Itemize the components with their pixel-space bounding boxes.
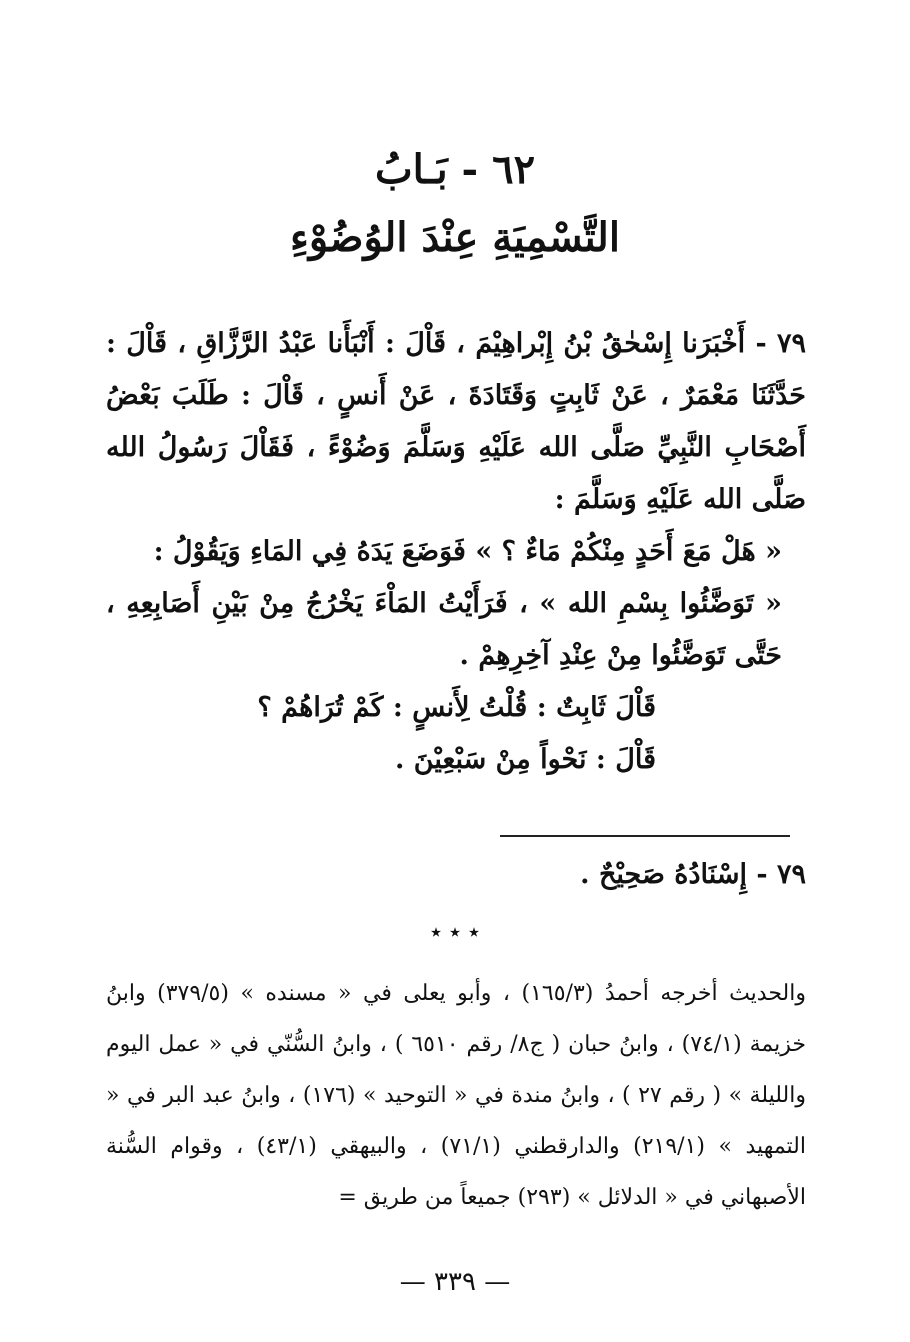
hadith-line-4: قَاْلَ : نَحْواً مِنْ سَبْعِيْنَ . xyxy=(394,744,656,775)
star-separator: ٭ ٭ ٭ xyxy=(430,920,480,945)
chapter-number-heading: ٦٢ - بَـابُ xyxy=(374,146,536,193)
takhrij-text: والحديث أخرجه أحمدُ (١٦٥/٣) ، وأبو يعلى في « مسنده » (٣٧٩/٥) وابنُ خزيمة (٧٤/١) ، وابنُ حبان ( ج٨/ رقم ٦٥١٠ ) ، وابنُ السُّنّي في « عمل اليوم والليلة » ( رقم ٢٧ ) ، وابنُ مندة في « التوحيد » (١٧٦) ، وابنُ عبد البر في « التمهيد » (٢١٩/١) والدارقطني (٧١/١) ، والبيهقي (٤٣/١) ، وقوام السُّنة الأصبهاني في « الدلائل » (٢٩٣) جميعاً من طريق = xyxy=(106,981,807,1210)
hadith-line-2: « تَوَضَّئُوا بِسْمِ الله » ، فَرَأَيْتُ المَاْءَ يَخْرُجُ مِنْ بَيْنِ أَصَابِعِهِ ، حَتَّى تَوَضَّئُوا مِنْ عِنْدِ آخِرِهِمْ . xyxy=(106,588,782,671)
hadith-line-1: « هَلْ مَعَ أَحَدٍ مِنْكُمْ مَاءٌ ؟ » فَوَضَعَ يَدَهُ فِي المَاءِ وَيَقُوْلُ : xyxy=(153,536,782,567)
hadith-text xyxy=(106,318,806,786)
page-number: — ٣٣٩ — xyxy=(399,1267,511,1297)
isnad-grading: ٧٩ - إِسْنَادُهُ صَحِيْحٌ . xyxy=(580,859,806,890)
footnote-divider xyxy=(500,835,790,837)
hadith-narration: ٧٩ - أَخْبَرَنا إِسْحٰقُ بْنُ إِبْراهِيْمَ ، قَاْلَ : أَنْبَأَنا عَبْدُ الرَّزَّاقِ ، قَاْلَ : حَدَّثَنَا مَعْمَرٌ ، عَنْ ثَابِتٍ وَقَتَادَةَ ، عَنْ أَنسٍ ، قَاْلَ : طَلَبَ بَعْضُ أَصْحَابِ النَّبِيِّ صَلَّى الله عَلَيْهِ وَسَلَّمَ وَضُوْءً ، فَقَاْلَ رَسُولُ الله صَلَّى الله عَلَيْهِ وَسَلَّمَ : xyxy=(106,328,806,515)
takhrij-footnote xyxy=(106,968,806,1223)
hadith-line-3: قَاْلَ ثَابِتٌ : قُلْتُ لِأَنسٍ : كَمْ تُرَاهُمْ ؟ xyxy=(257,692,656,723)
chapter-title: التَّسْمِيَةِ عِنْدَ الوُضُوْءِ xyxy=(290,214,620,261)
